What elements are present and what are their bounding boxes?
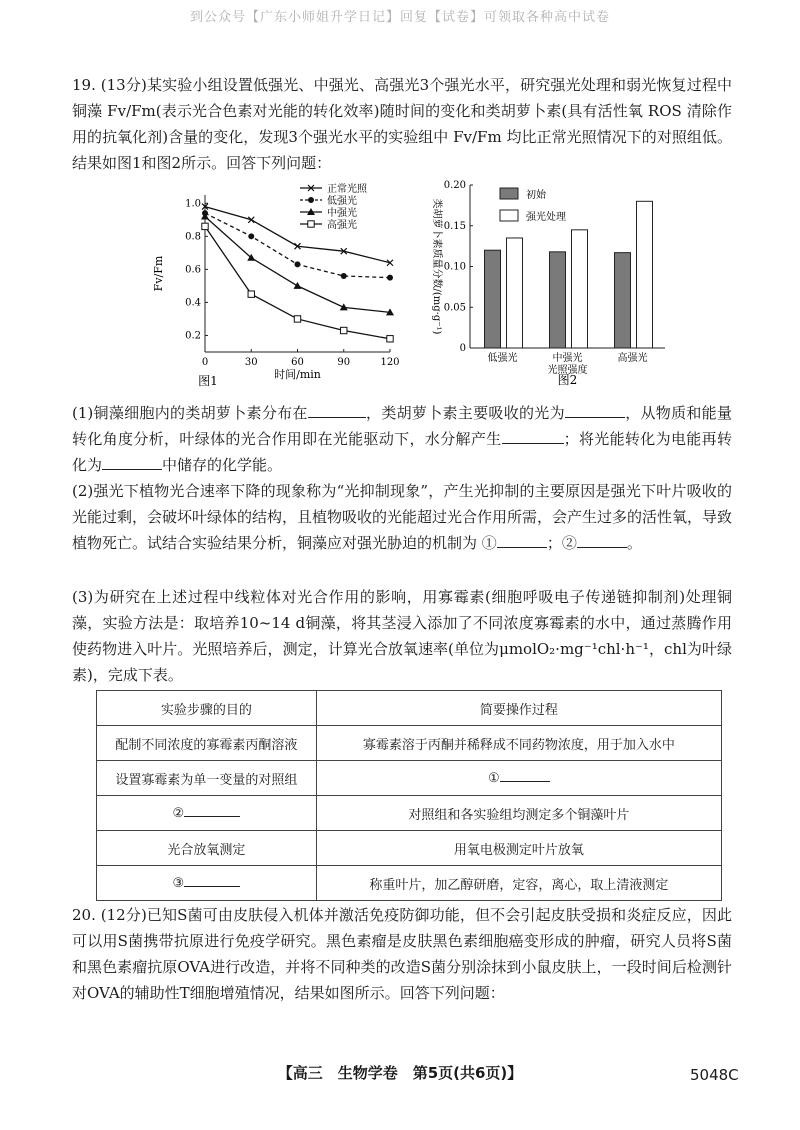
legend-swatch <box>500 210 518 221</box>
data-point <box>294 282 302 289</box>
data-point <box>294 316 300 322</box>
figure-1-line-chart <box>150 180 420 390</box>
y-tick-label: 0.20 <box>443 180 466 191</box>
watermark: 到公众号【广东小师姐升学日记】回复【试卷】可领取各种高中试卷 <box>189 10 610 25</box>
answer-blank-1[interactable] <box>308 416 366 418</box>
table-blank-label: ③ <box>172 875 185 891</box>
page-footer: 【高三 生物学卷 第5页(共6页)】 <box>277 1064 523 1082</box>
figure-2-caption: 图2 <box>557 373 578 387</box>
q19-part1-text-c: ，从物质和能量转化角度分析，叶绿体的光合作用即在光能驱动下，水分解产生 <box>72 404 732 448</box>
y-axis-label: 类胡萝卜素质量分数/(mg·g⁻¹) <box>431 198 442 335</box>
x-tick-label: 低强光 <box>487 353 518 364</box>
x-tick-label: 30 <box>244 357 258 368</box>
q19-part1-text-a: (1)铜藻细胞内的类胡萝卜素分布在 <box>72 404 308 422</box>
y-tick-label: 0.05 <box>443 302 466 314</box>
y-tick-label: 0.10 <box>443 261 466 273</box>
data-point <box>341 273 347 279</box>
y-tick-label: 0.4 <box>185 297 201 309</box>
legend-label: 低强光 <box>327 196 357 207</box>
q20-intro-text: 20. (12分)已知S菌可由皮肤侵入机体并激活免疫防御功能，但不会引起皮肤受损和炎症反应，因此可以用S菌携带抗原进行免疫学研究。黑色素瘤是皮肤黑色素细胞癌变形成的肿瘤，研究人员将S菌和黑色素瘤抗原OVA进行改造，并将不同种类的改造S菌分别涂抹到小鼠皮肤上，一段时间后检测针对OVA的辅助性T细胞增殖情况，结果如图所示。回答下列问题： <box>72 906 732 1002</box>
legend-label: 高强光 <box>327 220 357 231</box>
y-tick-label: 1.0 <box>185 198 201 210</box>
table-cell: 对照组和各实验组均测定多个铜藻叶片 <box>316 796 721 831</box>
bar <box>615 253 631 348</box>
y-tick-label: 0.6 <box>185 264 201 276</box>
bar <box>485 250 501 348</box>
answer-blank-5[interactable] <box>497 546 547 548</box>
y-tick-label: 0.15 <box>443 220 466 232</box>
q19-part1-text-b: ，类胡萝卜素主要吸收的光为 <box>365 404 565 422</box>
table-cell: 称重叶片，加乙醇研磨，定容，离心，取上清液测定 <box>316 866 721 901</box>
q19-intro <box>72 72 732 176</box>
data-point <box>341 327 347 333</box>
answer-blank-2[interactable] <box>565 416 625 418</box>
q19-part1-text-d: ；将光能转化为电能再转化为 <box>72 430 732 474</box>
x-tick-label: 高强光 <box>617 353 648 364</box>
answer-blank-table-1[interactable] <box>500 780 550 782</box>
data-point <box>202 223 208 229</box>
q19-part2-end: 。 <box>626 534 642 552</box>
table-row <box>97 761 722 796</box>
data-point <box>248 233 254 239</box>
paper-code: 5048C <box>690 1066 739 1084</box>
q19-part2-text: (2)强光下植物光合速率下降的现象称为“光抑制现象”，产生光抑制的主要原因是强光下叶片吸收的光能过剩，会破坏叶绿体的结构，且植物吸收的光能超过光合作用所需，会产生过多的活性氧，导致植物死亡。试结合实验结果分析，铜藻应对强光胁迫的机制为 <box>72 482 733 552</box>
q19-part3-text: (3)为研究在上述过程中线粒体对光合作用的影响，用寡霉素(细胞呼吸电子传递链抑制剂)处理铜藻，实验方法是：取培养10~14 d铜藻，将其茎浸入添加了不同浓度寡霉素的水中，通过蒸腾作用使药物进入叶片。光照培养后，测定，计算光合放氧速率(单位为μmolO₂·mg⁻¹chl·h⁻¹，chl为叶绿素)，完成下表。 <box>72 588 732 684</box>
table-header-cell: 实验步骤的目的 <box>97 691 317 726</box>
answer-blank-3[interactable] <box>502 442 564 444</box>
answer-blank-table-2[interactable] <box>184 815 240 817</box>
q19-part1-text-e: 中储存的化学能。 <box>162 456 283 474</box>
x-tick-label: 120 <box>380 357 400 368</box>
y-axis-label: Fv/Fm <box>152 255 165 292</box>
bar <box>572 230 588 348</box>
q19-intro-text: 19. (13分)某实验小组设置低强光、中强光、高强光3个强光水平，研究强光处理和弱光恢复过程中铜藻 Fv/Fm(表示光合色素对光能的转化效率)随时间的变化和类胡萝卜素(具有活性氧 ROS 清除作用的抗氧化剂)含量的变化，发现3个强光水平的实验组中 Fv/Fm 均比正常光照情况下的对照组低。结果如图1和图2所示。回答下列问题： <box>72 76 732 172</box>
x-axis-label: 光照强度 <box>547 365 588 376</box>
table-row <box>97 866 722 901</box>
data-point <box>248 291 254 297</box>
table-cell: 光合放氧测定 <box>97 831 317 866</box>
q19-part3 <box>72 584 732 688</box>
legend-label: 强光处理 <box>526 212 566 223</box>
figure-2-bar-chart <box>420 170 680 390</box>
q19-part2-label-2: ；② <box>546 534 577 552</box>
table-cell: 设置寡霉素为单一变量的对照组 <box>97 761 317 796</box>
x-tick-label: 90 <box>337 357 351 368</box>
bar <box>550 252 566 348</box>
experiment-table <box>96 690 722 901</box>
bar <box>507 238 523 348</box>
table-cell <box>97 866 317 901</box>
table-header-row <box>97 691 722 726</box>
legend-label: 正常光照 <box>327 184 367 195</box>
x-tick-label: 中强光 <box>552 353 583 364</box>
data-point <box>340 303 348 310</box>
x-axis-label: 时间/min <box>274 368 321 381</box>
table-row <box>97 726 722 761</box>
bar <box>637 201 653 348</box>
legend-label: 初始 <box>526 190 546 201</box>
y-tick-label: 0.2 <box>185 330 201 342</box>
y-tick-label: 0 <box>459 343 466 354</box>
y-tick-label: 0.8 <box>185 231 201 243</box>
table-cell: 配制不同浓度的寡霉素丙酮溶液 <box>97 726 317 761</box>
table-cell: 寡霉素溶于丙酮并稀释成不同药物浓度，用于加入水中 <box>316 726 721 761</box>
table-row <box>97 831 722 866</box>
q19-part2-label-1: ① <box>481 534 497 552</box>
q19-part2 <box>72 478 732 556</box>
table-blank-label: ① <box>488 770 500 786</box>
legend-swatch <box>500 188 518 199</box>
table-cell: 用氧电极测定叶片放氧 <box>316 831 721 866</box>
table-cell <box>97 796 317 831</box>
table-cell <box>316 761 721 796</box>
series-line-0 <box>205 207 390 263</box>
table-header-cell: 简要操作过程 <box>316 691 721 726</box>
figure-1-caption: 图1 <box>198 374 218 388</box>
answer-blank-6[interactable] <box>577 546 627 548</box>
table-row <box>97 796 722 831</box>
q19-part1 <box>72 400 732 478</box>
legend-marker <box>308 197 314 203</box>
answer-blank-4[interactable] <box>102 468 162 470</box>
data-point <box>387 275 393 281</box>
table-blank-label: ② <box>172 805 185 821</box>
data-point <box>387 336 393 342</box>
data-point <box>295 261 301 267</box>
x-tick-label: 60 <box>291 357 304 368</box>
legend-marker <box>308 221 314 227</box>
legend-label: 中强光 <box>327 208 357 219</box>
q20-intro <box>72 902 732 1006</box>
answer-blank-table-3[interactable] <box>184 885 240 887</box>
x-tick-label: 0 <box>201 357 209 368</box>
